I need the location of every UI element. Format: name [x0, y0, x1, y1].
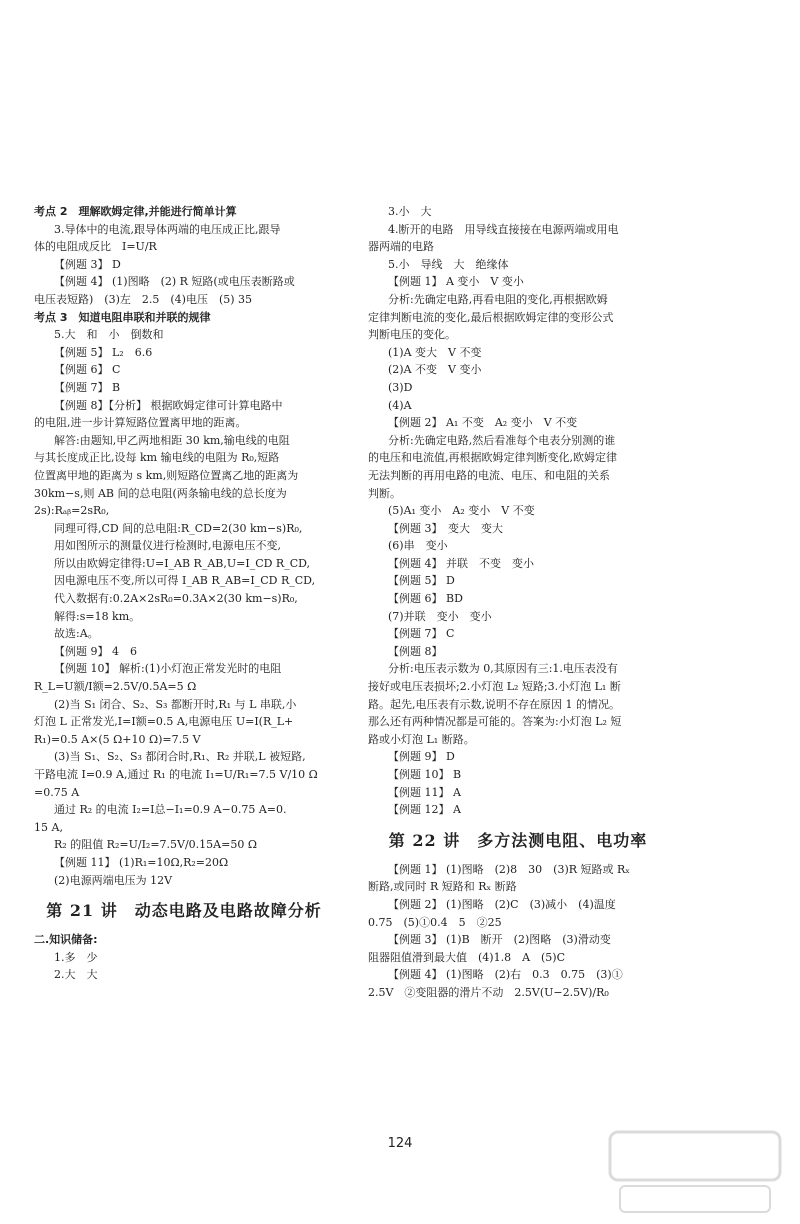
text-line: 【例题 1】 (1)图略 (2)8 30 (3)R 短路或 Rₓ [388, 862, 630, 876]
text-line: 判断。 [368, 486, 401, 500]
text-line: 【例题 5】 D [388, 574, 455, 588]
text-line: 阻器阻值滑到最大值 (4)1.8 A (5)C [368, 950, 566, 964]
text-line: 0.75 (5)①0.4 5 ②25 [368, 915, 502, 929]
text-line: 所以由欧姆定律得:U=I_AB R_AB,U=I_CD R_CD, [54, 556, 311, 570]
text-line: 3.小 大 [388, 205, 432, 218]
text-line: 1.多 少 [54, 950, 98, 964]
text-line: 解得:s=18 km。 [54, 609, 141, 623]
text-line: 同理可得,CD 间的总电阻:R_CD=2(30 km−s)R₀, [54, 521, 303, 535]
text-line: 3.导体中的电流,跟导体两端的电压成正比,跟导 [54, 222, 281, 236]
text-line: 【例题 2】 (1)图略 (2)C (3)减小 (4)温度 [388, 897, 616, 911]
left-column [34, 203, 334, 984]
text-line: 接好或电压表损坏;2.小灯泡 L₂ 短路;3.小灯泡 L₁ 断 [368, 680, 621, 694]
page-number: 124 [387, 1136, 413, 1151]
text-line: 【例题 7】 B [54, 380, 121, 394]
text-line: 5.小 导线 大 绝缘体 [388, 257, 509, 271]
text-line: 【例题 10】 解析:(1)小灯泡正常发光时的电阻 [54, 662, 282, 676]
text-line: R₁)=0.5 A×(5 Ω+10 Ω)=7.5 V [34, 732, 201, 746]
text-line: =0.75 A [34, 785, 80, 799]
text-line: 通过 R₂ 的电流 I₂=I总−I₁=0.9 A−0.75 A=0. [54, 803, 287, 817]
text-line: (2)电源两端电压为 12V [54, 873, 173, 887]
text-line: (2)A 不变 V 变小 [388, 363, 482, 377]
text-line: 无法判断的再用电路的电流、电压、和电阻的关系 [368, 468, 610, 482]
right-text-block [368, 203, 668, 819]
text-line: 断路,或同时 R 短路和 Rₓ 断路 [368, 880, 517, 894]
text-line: 代入数据有:0.2A×2sR₀=0.3A×2(30 km−s)R₀, [54, 592, 298, 606]
text-line: 【例题 3】 (1)B 断开 (2)图略 (3)滑动变 [388, 933, 611, 947]
text-line: 【例题 6】 C [54, 363, 121, 377]
text-line: 因电源电压不变,所以可得 I_AB R_AB=I_CD R_CD, [54, 574, 316, 588]
text-line: R_L=U额/I额=2.5V/0.5A=5 Ω [34, 680, 197, 694]
text-line: 路。起先,电压表有示数,说明不存在原因 1 的情况。 [368, 697, 620, 711]
text-line: 【例题 8】 [388, 644, 443, 658]
text-line: 2s):Rₐᵦ=2sR₀, [34, 504, 110, 518]
text-line: 【例题 10】 B [388, 768, 462, 781]
text-line: R₂ 的阻值 R₂=U/I₂=7.5V/0.15A=50 Ω [54, 838, 257, 852]
text-line: 【例题 8】【分析】 根据欧姆定律可计算电路中 [54, 398, 283, 412]
text-line: 位置离甲地的距离为 s km,则短路位置离乙地的距离为 [34, 468, 299, 482]
lecture-22-heading: 第 22 讲 多方法测电阻、电功率 [388, 830, 648, 850]
text-line: 分析:电压表示数为 0,其原因有三:1.电压表没有 [388, 662, 618, 676]
right-tail-block [368, 861, 668, 1002]
text-line: 【例题 3】 变大 变大 [388, 521, 503, 535]
text-line: 分析:先确定电路,再看电阻的变化,再根据欧姆 [388, 292, 608, 306]
right-column [368, 203, 668, 1002]
text-line: 判断电压的变化。 [368, 328, 456, 342]
text-line: 【例题 5】 L₂ 6.6 [54, 345, 153, 359]
left-tail-block [34, 931, 334, 984]
text-line: 考点 2 理解欧姆定律,并能进行简单计算 [34, 205, 237, 218]
left-text-block [34, 203, 334, 889]
text-line: 【例题 9】 D [388, 750, 455, 764]
watermark-logo-icon [600, 1124, 790, 1219]
text-line: 定律判断电流的变化,最后根据欧姆定律的变形公式 [368, 310, 614, 324]
text-line: 【例题 7】 C [388, 627, 455, 641]
text-line: (3)当 S₁、S₂、S₃ 都闭合时,R₁、R₂ 并联,L 被短路, [54, 750, 306, 764]
text-line: 【例题 12】 A [388, 803, 461, 817]
text-line: (7)并联 变小 变小 [388, 609, 492, 623]
text-line: 干路电流 I=0.9 A,通过 R₁ 的电流 I₁=U/R₁=7.5 V/10 Ω [34, 768, 318, 781]
text-line: 考点 3 知道电阻串联和并联的规律 [34, 310, 211, 324]
text-line: 灯泡 L 正常发光,I=I额=0.5 A,电源电压 U=I(R_L+ [34, 715, 294, 729]
text-line: 【例题 4】 (1)图略 (2)右 0.3 0.75 (3)① [388, 968, 623, 982]
lecture-21-heading: 第 21 讲 动态电路及电路故障分析 [46, 901, 322, 921]
text-line: 4.断开的电路 用导线直接接在电源两端或用电 [388, 222, 619, 236]
text-line: 【例题 4】 并联 不变 变小 [388, 556, 534, 570]
text-line: (5)A₁ 变小 A₂ 变小 V 不变 [388, 504, 535, 518]
text-line: 解答:由题知,甲乙两地相距 30 km,输电线的电阻 [54, 433, 290, 447]
text-line: (6)串 变小 [388, 539, 448, 553]
text-line: 2.大 大 [54, 968, 98, 982]
text-line: 【例题 11】 (1)R₁=10Ω,R₂=20Ω [54, 855, 229, 869]
text-line: 【例题 1】 A 变小 V 变小 [388, 275, 524, 289]
text-line: 用如图所示的测量仪进行检测时,电源电压不变, [54, 539, 281, 553]
text-line: 30km−s,则 AB 间的总电阻(两条输电线的总长度为 [34, 486, 287, 500]
text-line: 【例题 4】 (1)图略 (2) R 短路(或电压表断路或 [54, 275, 295, 289]
text-line: 15 A, [34, 820, 63, 834]
text-line: 2.5V ②变阻器的滑片不动 2.5V(U−2.5V)/R₀ [368, 985, 609, 999]
text-line: 【例题 3】 D [54, 257, 121, 271]
text-line: 器两端的电路 [368, 240, 434, 254]
text-line: 【例题 9】 4 6 [54, 644, 137, 658]
text-line: 【例题 11】 A [388, 785, 461, 799]
text-line: 体的电阻成反比 I=U/R [34, 240, 157, 254]
text-line: (1)A 变大 V 不变 [388, 345, 482, 359]
text-line: (4)A [388, 398, 412, 412]
text-line: (3)D [388, 380, 413, 394]
text-line: 电压表短路) (3)左 2.5 (4)电压 (5) 35 [34, 292, 253, 306]
text-line: 那么还有两种情况都是可能的。答案为:小灯泡 L₂ 短 [368, 715, 622, 729]
text-line: 5.大 和 小 倒数和 [54, 328, 164, 342]
text-line: 分析:先确定电路,然后看准每个电表分别测的谁 [388, 433, 616, 447]
text-line: 故选:A。 [54, 627, 99, 641]
text-line: 【例题 2】 A₁ 不变 A₂ 变小 V 不变 [388, 416, 578, 430]
text-line: 【例题 6】 BD [388, 592, 463, 606]
text-line: 与其长度成正比,设每 km 输电线的电阻为 R₀,短路 [34, 451, 280, 465]
text-line: (2)当 S₁ 闭合、S₂、S₃ 都断开时,R₁ 与 L 串联,小 [54, 697, 297, 711]
text-line: 路或小灯泡 L₁ 断路。 [368, 732, 475, 746]
text-line: 二.知识储备: [34, 933, 98, 947]
text-line: 的电压和电流值,再根据欧姆定律判断变化,欧姆定律 [368, 451, 617, 465]
text-line: 的电阻,进一步计算短路位置离甲地的距离。 [34, 416, 247, 430]
